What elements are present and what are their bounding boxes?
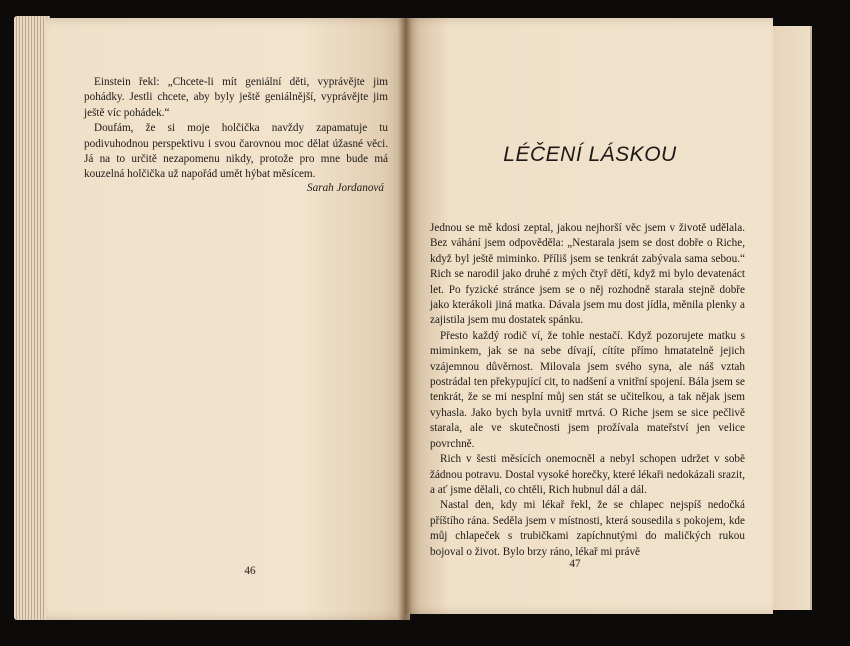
page-number-left: 46	[244, 565, 256, 577]
author-signature: Sarah Jordanová	[307, 182, 384, 194]
left-paragraph: Einstein řekl: „Chcete-li mít geniální děti, vyprávějte jim pohádky. Jestli chcete, aby byly ještě geniálnější, vyprávějte jim ještě víc pohádek.“	[84, 76, 388, 119]
left-paragraph: Doufám, že si moje holčička navždy zapamatuje tu podivuhodnou perspektivu i svou čarovnou moc dělat úžasné věci. Já na to určitě nezapomenu nikdy, protože pro mne bude má kouzelná holčička už napořád umět hýbat měsícem.	[84, 122, 388, 181]
left-page-text	[84, 75, 388, 183]
book-gutter	[398, 18, 412, 620]
left-page-edges	[14, 16, 50, 620]
right-paragraph: Jednou se mě kdosi zeptal, jakou nejhorší věc jsem v životě udělala. Bez váhání jsem odpověděla: „Nestarala jsem se dost dobře o Riche, když byl ještě miminko. Příliš jsem se tenkrát zabývala sama sebou.“ Rich se narodil jako druhé z mých čtyř dětí, když mi bylo devatenáct let. Po fyzické stránce jsem se o něj rozhodně starala stejně dobře jako kterákoli jiná matka. Dávala jsem mu dost jídla, měnila plenky a zajistila jsem mu dostatek spánku.	[430, 222, 745, 327]
page-number-right: 47	[569, 558, 581, 570]
chapter-title: LÉČENÍ LÁSKOU	[503, 143, 677, 166]
right-paragraph: Rich v šesti měsících onemocněl a nebyl schopen udržet v sobě žádnou potravu. Dostal vysoké horečky, které lékaři nedokázali srazit, a ať jsme dělali, co chtěli, Rich hubnul dál a dál.	[430, 453, 745, 496]
right-paragraph: Nastal den, kdy mi lékař řekl, že se chlapec nejspíš nedočká příštího rána. Seděla jsem v místnosti, která sousedila s pokojem, kde můj chlapeček s trubičkami zapíchnutými do maličkých rukou bojoval o život. Bylo brzy ráno, lékař mi právě	[430, 499, 745, 558]
right-paragraph: Přesto každý rodič ví, že tohle nestačí. Když pozorujete matku s miminkem, jak se na sebe dívají, cítíte přímo hmatatelně jejich vzájemnou důvěrnost. Milovala jsem svého syna, ale náš vztah postrádal ten překypující cit, to nadšení a vnitřní spojení. Bála jsem se tenkrát, že se mi nesplní můj sen stát se učitelkou, a tak nějak jsem vyhasla. Jako bych byla uvnitř mrtvá. O Riche jsem se sice pečlivě starala, ale ve skutečnosti jsem prožívala mateřství jen velice povrchně.	[430, 329, 745, 450]
right-page-edges	[770, 26, 812, 610]
right-page-text	[430, 221, 745, 560]
